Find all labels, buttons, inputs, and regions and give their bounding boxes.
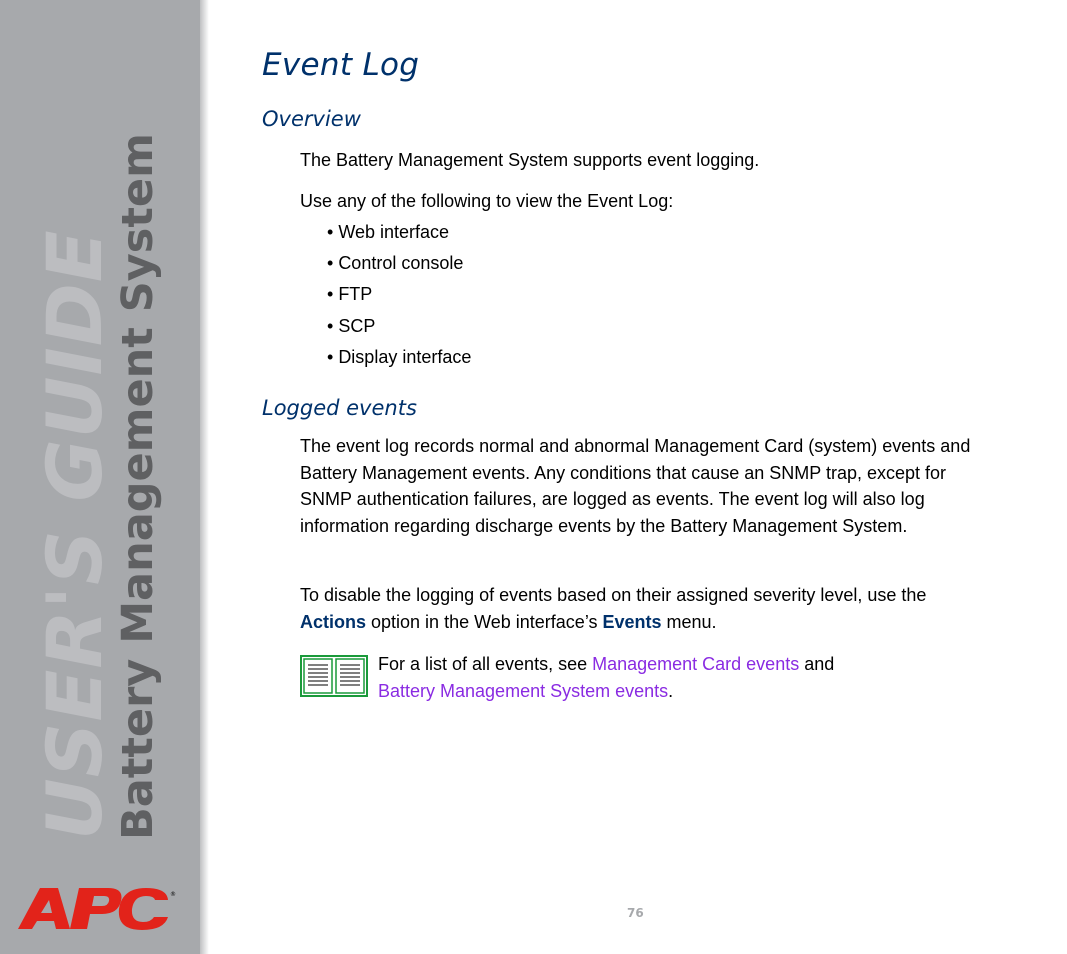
view-methods-prompt: Use any of the following to view the Event Log: <box>300 191 674 211</box>
text: . <box>668 681 674 701</box>
logged-events-heading: Logged events <box>262 396 417 420</box>
list-item: • Web interface <box>327 222 450 242</box>
events-menu-label: Events <box>602 611 662 632</box>
users-guide-title: USER'S GUIDE <box>30 229 119 840</box>
page-number: 76 <box>627 906 644 920</box>
logged-events-description: The event log records normal and abnormal Management Card (system) events and Battery Management events. Any conditions that cause an SNMP trap, except for SNMP authentication failures, are logged as events. The event log will also log information regarding discharge events by the Battery Management System. <box>300 436 971 536</box>
text: To disable the logging of events based on their assigned severity level, use the <box>300 585 927 605</box>
list-item-label: Control console <box>338 253 464 273</box>
events-list-note <box>378 651 978 705</box>
text: option in the Web interface’s <box>366 611 603 632</box>
product-name-vertical: Battery Management System <box>113 133 163 840</box>
overview-heading: Overview <box>262 107 361 131</box>
book-icon <box>300 655 368 697</box>
page-title: Event Log <box>262 47 420 83</box>
list-item-label: Web interface <box>338 222 450 242</box>
svg-text:®: ® <box>170 891 176 898</box>
list-item-label: SCP <box>338 316 376 336</box>
actions-option-label: Actions <box>300 611 367 632</box>
overview-intro: The Battery Management System supports event logging. <box>300 150 760 170</box>
list-item-label: Display interface <box>338 347 472 367</box>
text: For a list of all events, see <box>378 654 593 674</box>
apc-logo <box>18 886 176 932</box>
list-item: • SCP <box>327 316 376 336</box>
sidebar-shadow <box>200 0 209 954</box>
list-item: • Control console <box>327 253 464 273</box>
list-item: • Display interface <box>327 347 472 367</box>
list-item: • FTP <box>327 284 373 304</box>
list-item-label: FTP <box>338 284 373 304</box>
disable-logging-paragraph <box>300 582 980 635</box>
text: and <box>799 654 835 674</box>
management-card-events-link[interactable]: Management Card events <box>592 654 800 674</box>
text: menu. <box>661 611 717 632</box>
battery-management-events-link[interactable]: Battery Management System events <box>378 681 669 701</box>
